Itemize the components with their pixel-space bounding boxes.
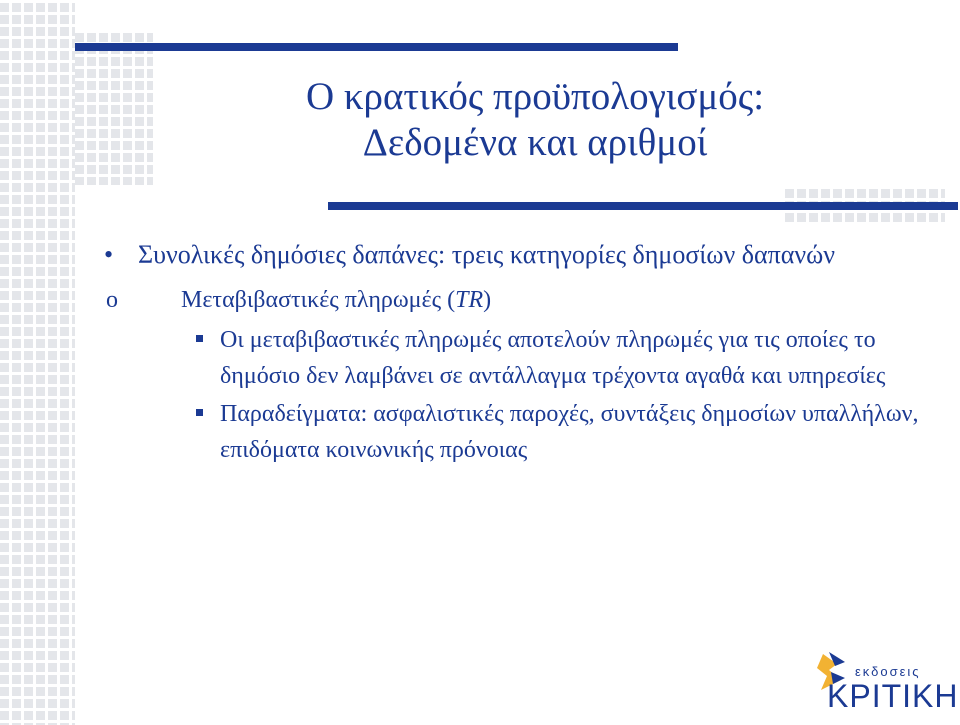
logo-big-text: ΚΡΙΤΙΚΗ	[827, 678, 959, 714]
bullet-level-3-definition	[104, 322, 920, 394]
bullet-text-suffix: )	[483, 287, 492, 313]
circle-bullet-icon: o	[106, 287, 118, 313]
slide-title	[175, 74, 895, 166]
bullet-text-abbr: TR	[455, 287, 484, 313]
left-checkered-strip	[0, 0, 75, 725]
top-accent-bar	[75, 43, 678, 51]
bullet-text: Συνολικές δημόσιες δαπάνες: τρεις κατηγορίες δημοσίων δαπανών	[138, 240, 835, 269]
square-bullet-icon	[196, 409, 203, 416]
round-bullet-icon: •	[104, 240, 114, 269]
square-bullet-icon	[196, 335, 203, 342]
title-checkered-block	[75, 30, 153, 185]
bullet-level-2	[104, 284, 924, 316]
slide-title-line-2: Δεδομένα και αριθμοί	[362, 121, 708, 164]
logo-small-text: εκδοσεις	[855, 664, 921, 679]
bullet-text: Παραδείγματα: ασφαλιστικές παροχές, συντάξεις δημοσίων υπαλλήλων, επιδόματα κοινωνικής πρόνοιας	[220, 401, 919, 463]
slide-title-line-1: Ο κρατικός προϋπολογισμός:	[305, 75, 765, 118]
bullet-text: Οι μεταβιβαστικές πληρωμές αποτελούν πληρωμές για τις οποίες το δημόσιο δεν λαμβάνει σε αντάλλαγμα τρέχοντα αγαθά και υπηρεσίες	[220, 327, 886, 389]
publisher-logo	[813, 650, 959, 718]
bullet-level-1	[104, 238, 838, 272]
divider-accent-bar	[328, 202, 958, 210]
bullet-level-3-examples	[104, 396, 920, 468]
slide-body	[104, 238, 924, 468]
bullet-text-prefix: Μεταβιβαστικές πληρωμές (	[181, 287, 456, 313]
